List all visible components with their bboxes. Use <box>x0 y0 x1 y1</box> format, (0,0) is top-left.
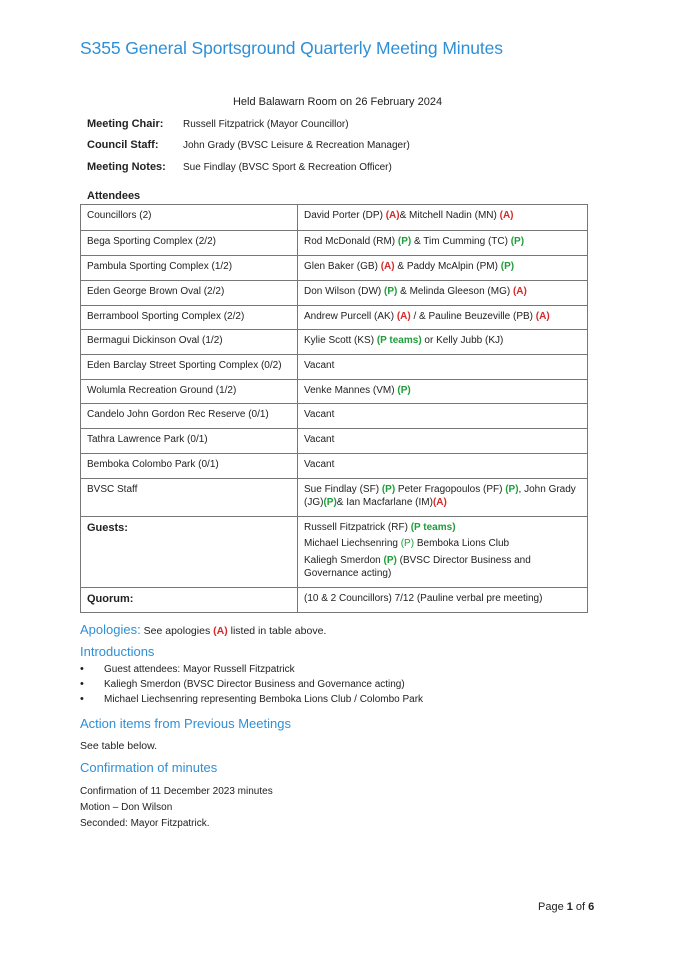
list-item: • Kaliegh Smerdon (BVSC Director Business and Governance acting) <box>80 679 423 694</box>
guest-line: Kaliegh Smerdon (P) (BVSC Director Business and Governance acting) <box>304 554 531 579</box>
group-cell: Tathra Lawrence Park (0/1) <box>81 429 298 454</box>
table-row <box>81 453 588 478</box>
quorum-label: Quorum: <box>81 587 298 613</box>
members-cell: Vacant <box>298 429 588 454</box>
group-cell: BVSC Staff <box>81 478 298 516</box>
introductions-list <box>80 664 423 709</box>
members-cell: Vacant <box>298 404 588 429</box>
document-title: S355 General Sportsground Quarterly Meeting Minutes <box>80 38 503 58</box>
table-row <box>81 231 588 256</box>
group-cell: Bemboka Colombo Park (0/1) <box>81 453 298 478</box>
group-cell: Bega Sporting Complex (2/2) <box>81 231 298 256</box>
table-row <box>81 305 588 330</box>
council-staff-value: John Grady (BVSC Leisure & Recreation Manager) <box>183 140 410 151</box>
introductions-heading: Introductions <box>80 644 155 659</box>
table-row <box>81 354 588 379</box>
members-cell: Rod McDonald (RM) (P) & Tim Cumming (TC) (P) <box>298 231 588 256</box>
group-cell: Eden Barclay Street Sporting Complex (0/2) <box>81 354 298 379</box>
table-row <box>81 330 588 355</box>
guest-line: Michael Liechsenring (P) Bemboka Lions Club <box>304 538 510 549</box>
group-cell: Bermagui Dickinson Oval (1/2) <box>81 330 298 355</box>
action-items-text: See table below. <box>80 740 158 752</box>
members-cell: Vacant <box>298 453 588 478</box>
table-row <box>81 587 588 613</box>
quorum-value: (10 & 2 Councillors) 7/12 (Pauline verbal pre meeting) <box>298 587 588 613</box>
members-cell: Andrew Purcell (AK) (A) / & Pauline Beuzeville (PB) (A) <box>298 305 588 330</box>
group-cell: Eden George Brown Oval (2/2) <box>81 280 298 305</box>
table-row <box>81 478 588 516</box>
members-cell: Kylie Scott (KS) (P teams) or Kelly Jubb (KJ) <box>298 330 588 355</box>
guests-cell <box>298 516 588 587</box>
members-cell: Sue Findlay (SF) (P) Peter Fragopoulos (PF) (P), John Grady (JG)(P)& Ian Macfarlane (IM)(A) <box>298 478 588 516</box>
attendees-heading: Attendees <box>87 190 141 202</box>
confirmation-heading: Confirmation of minutes <box>80 760 218 775</box>
apologies-heading: Apologies: <box>80 622 141 637</box>
guests-label: Guests: <box>81 516 298 587</box>
apologies-section <box>80 622 326 637</box>
meeting-notes-row <box>87 161 392 173</box>
table-row <box>81 205 588 231</box>
group-cell: Berrambool Sporting Complex (2/2) <box>81 305 298 330</box>
attendees-table <box>80 204 588 613</box>
table-row <box>81 516 588 587</box>
confirmation-line: Motion – Don Wilson <box>80 802 173 813</box>
apologies-text: See apologies (A) listed in table above. <box>140 625 327 637</box>
confirmation-line: Confirmation of 11 December 2023 minutes <box>80 786 273 797</box>
table-row <box>81 280 588 305</box>
table-row <box>81 379 588 404</box>
confirmation-line: Seconded: Mayor Fitzpatrick. <box>80 818 210 829</box>
table-row <box>81 256 588 281</box>
table-row <box>81 404 588 429</box>
council-staff-row <box>87 139 410 151</box>
meeting-chair-value: Russell Fitzpatrick (Mayor Councillor) <box>183 119 349 130</box>
group-cell: Wolumla Recreation Ground (1/2) <box>81 379 298 404</box>
page-number: Page 1 of 6 <box>538 901 595 913</box>
group-cell: Candelo John Gordon Rec Reserve (0/1) <box>81 404 298 429</box>
council-staff-label: Council Staff: <box>87 139 159 151</box>
members-cell: Glen Baker (GB) (A) & Paddy McAlpin (PM) (P) <box>298 256 588 281</box>
meeting-chair-row <box>87 118 349 130</box>
members-cell: Don Wilson (DW) (P) & Melinda Gleeson (MG) (A) <box>298 280 588 305</box>
table-row <box>81 429 588 454</box>
meeting-notes-value: Sue Findlay (BVSC Sport & Recreation Officer) <box>183 162 392 173</box>
group-cell: Councillors (2) <box>81 205 298 231</box>
meeting-notes-label: Meeting Notes: <box>87 161 166 173</box>
meeting-location-date: Held Balawarn Room on 26 February 2024 <box>232 96 443 108</box>
members-cell: David Porter (DP) (A)& Mitchell Nadin (MN) (A) <box>298 205 588 231</box>
guest-line: Russell Fitzpatrick (RF) (P teams) <box>304 521 456 533</box>
meeting-chair-label: Meeting Chair: <box>87 118 164 130</box>
group-cell: Pambula Sporting Complex (1/2) <box>81 256 298 281</box>
list-item: • Michael Liechsenring representing Bemboka Lions Club / Colombo Park <box>80 694 423 709</box>
members-cell: Vacant <box>298 354 588 379</box>
members-cell: Venke Mannes (VM) (P) <box>298 379 588 404</box>
action-items-heading: Action items from Previous Meetings <box>80 716 291 731</box>
confirmation-lines <box>80 784 273 832</box>
list-item: • Guest attendees: Mayor Russell Fitzpatrick <box>80 664 423 679</box>
